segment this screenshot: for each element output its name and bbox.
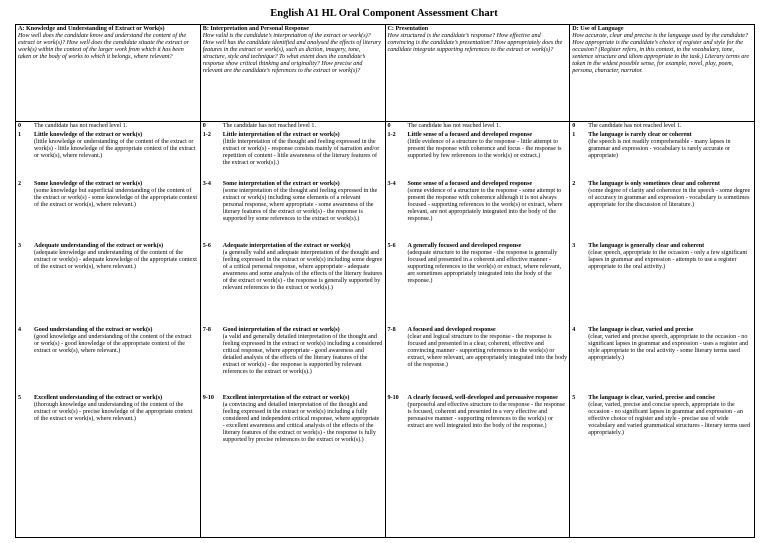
level-score: 0 [18, 123, 22, 129]
level-text: (purposeful and effective structure to the response - the response is focused, coherent and presented in a very effective and persuasive manner - supporting references to the work(s) or extract are well integrated into the body of the response.) [407, 402, 565, 429]
page-title: English A1 HL Oral Component Assessment Chart [270, 8, 498, 19]
levels-list [18, 123, 198, 487]
level-description [588, 327, 752, 395]
level-row [203, 132, 383, 181]
level-description [588, 132, 752, 181]
header-row [16, 25, 755, 122]
level-text: The candidate has not reached level 1. [407, 123, 501, 129]
level-description [34, 132, 198, 181]
level-row [18, 132, 198, 181]
level-score: 9-10 [202, 395, 214, 401]
level-heading: Adequate understanding of the extract or work(s) [34, 243, 164, 249]
level-score: 5-6 [202, 243, 211, 249]
level-text: (little interpretation of the thought and feeling expressed in the extract or work(s) - response consists mainly of narration and/or repetition of content - little awareness of the literary features of the extract or work(s).) [222, 139, 380, 166]
level-text: (some interpretation of the thought and feeling expressed in the extract or work(s) including some elements of a relevant personal response, where appropriate - some awareness of the literary features of the extract or work(s) - the response is supported by some references to the extract or work(s).) [222, 188, 378, 222]
level-description [34, 243, 198, 327]
level-description [223, 132, 383, 181]
level-row [18, 123, 198, 132]
level-description [223, 395, 383, 487]
level-row [388, 181, 568, 243]
criterion-c-header [385, 25, 570, 122]
level-score: 1-2 [387, 132, 396, 138]
level-description [408, 132, 568, 181]
level-text: The candidate has not reached level 1. [222, 123, 316, 129]
criterion-heading: D: Use of Language [572, 26, 624, 32]
level-text: (thorough knowledge and understanding of the content of the extract or work(s) - precise knowledge of the appropriate context of the extract or work(s), where relevant.) [34, 402, 193, 422]
level-text: (a generally valid and adequate interpretation of the thought and feeling expressed in the extract or work(s) including some degree of a critical personal response, where appropriate - adequate awareness and some analysis of the effects of the literary features of the extract or work(s) - the response is generally supported by relevant references to the extract or work(s).) [222, 250, 383, 291]
level-row [388, 395, 568, 487]
level-description [34, 123, 198, 132]
criterion-d-levels [570, 122, 755, 538]
level-description [588, 181, 752, 243]
levels-list [388, 123, 568, 487]
level-score: 1-2 [202, 132, 211, 138]
level-text: (adequate knowledge and understanding of the content of the extract or work(s) - adequate knowledge of the appropriate context of the extract or work(s), where relevant.) [34, 250, 197, 270]
level-description [223, 181, 383, 243]
level-description [408, 395, 568, 487]
criterion-a-levels [16, 122, 201, 538]
level-row [388, 243, 568, 327]
level-heading: Good interpretation of the extract or work(s) [222, 327, 340, 333]
level-text: (adequate structure to the response - the response is generally focused and presented in a coherent and effective manner - supporting references to the work(s) or extract, where relevant, are sometimes appropriately integrated into the body of the response.) [407, 250, 562, 284]
level-description [408, 181, 568, 243]
level-score: 0 [202, 123, 206, 129]
level-score: 2 [18, 181, 22, 187]
level-row [203, 327, 383, 395]
level-heading: Some knowledge of the extract or work(s) [34, 181, 143, 187]
level-row [18, 181, 198, 243]
level-heading: A generally focused and developed response [407, 243, 522, 249]
level-heading: A focused and developed response [407, 327, 496, 333]
level-description [34, 327, 198, 395]
level-score: 4 [18, 327, 22, 333]
level-text: (little knowledge or understanding of the content of the extract or work(s) - little knowledge of the appropriate context of the extract or work(s), where relevant.) [34, 139, 196, 159]
level-row [203, 243, 383, 327]
level-description [34, 181, 198, 243]
level-score: 3 [572, 243, 576, 249]
level-score: 3 [18, 243, 22, 249]
level-text: (a valid and generally detailed interpretation of the thought and feeling expressed in the extract or work(s) including a considered critical response, where appropriate - good awareness and detailed analysis of the effects of the literary features of the extract or work(s) - the response is supported by relevant references to the extract or work(s).) [222, 334, 383, 375]
level-row [388, 132, 568, 181]
level-score: 9-10 [387, 395, 399, 401]
level-description [408, 243, 568, 327]
criterion-questions: How structured is the candidate’s response? How effective and convincing is the candidate’s presentation? How appropriately does the candidate integrate supporting references to the extract or work(s)? [387, 33, 563, 53]
level-text: (some knowledge but superficial understanding of the content of the extract or work(s) - some knowledge of the appropriate context of the extract or work(s), where relevant.) [34, 188, 198, 208]
level-text: (clear, varied and precise speech, appropriate to the occasion - no significant lapses in grammar and expression - uses a register and style appropriate to the oral activity - some literary terms used appropriately.) [588, 334, 748, 361]
level-heading: A clearly focused, well-developed and persuasive response [407, 395, 558, 401]
criterion-d-header [570, 25, 755, 122]
level-score: 3-4 [202, 181, 211, 187]
level-row [572, 123, 752, 132]
criterion-a-header [16, 25, 201, 122]
level-score: 5-6 [387, 243, 396, 249]
level-text: (a convincing and detailed interpretation of the thought and feeling expressed in the extract or work(s) including a fully considered and independent critical response, where appropriate - excellent awareness and critical analysis of the effects of the literary features of the extract or work(s) - the response is fully supported by precise references to the extract or work(s).) [222, 402, 380, 443]
level-row [572, 327, 752, 395]
level-text: (clear and logical structure to the response - the response is focused and presented in a clear, coherent, effective and convincing manner - supporting references to the work(s) or extract, where relevant, are appropriately integrated into the body of the response.) [407, 334, 568, 368]
level-heading: The language is only sometimes clear and coherent [588, 181, 720, 187]
level-score: 0 [572, 123, 576, 129]
level-row [18, 243, 198, 327]
level-heading: The language is rarely clear or coherent [588, 132, 692, 138]
level-text: (clear, varied, precise and concise speech, appropriate to the occasion - no significant lapses in grammar and expression - an effective choice of register and style - precise use of wide vocabulary and varied grammatical structures - literary terms used appropriately.) [588, 402, 751, 436]
level-description [408, 327, 568, 395]
level-heading: The language is clear, varied and precise [588, 327, 694, 333]
level-row [203, 395, 383, 487]
level-heading: Little sense of a focused and developed response [407, 132, 533, 138]
level-row [572, 181, 752, 243]
level-score: 5 [18, 395, 22, 401]
criterion-questions: How well does the candidate know and understand the content of the extract or work(s)? How well does the candidate situate the extract or work(s) within the context of the larger work from which it has been taken or the body of works to which it belongs, where relevant? [18, 33, 190, 60]
level-row [572, 243, 752, 327]
levels-row [16, 122, 755, 538]
level-text: (good knowledge and understanding of the content of the extract or work(s) - good knowledge of the appropriate context of the extract or work(s), where relevant.) [34, 334, 192, 354]
level-text: (little evidence of a structure to the response - little attempt to present the response with coherence and focus - the response is supported by few references to the work(s) or extract.) [407, 139, 562, 159]
level-heading: Little knowledge of the extract or work(s) [34, 132, 143, 138]
level-description [223, 327, 383, 395]
level-score: 4 [572, 327, 576, 333]
level-text: (some degree of clarity and coherence in the speech - some degree of accuracy in grammar and expression - vocabulary is sometimes appropriate for the discussion of literature.) [588, 188, 751, 208]
level-row [572, 132, 752, 181]
criterion-heading: C: Presentation [387, 26, 429, 32]
level-description [588, 123, 752, 132]
criterion-heading: B: Interpretation and Personal Response [202, 26, 309, 32]
criterion-b-header [200, 25, 385, 122]
level-description [588, 243, 752, 327]
level-heading: The language is generally clear and coherent [588, 243, 705, 249]
level-heading: Some sense of a focused and developed response [407, 181, 533, 187]
level-text: The candidate has not reached level 1. [588, 123, 682, 129]
level-row [203, 181, 383, 243]
level-heading: Excellent interpretation of the extract or work(s) [222, 395, 350, 401]
level-row [18, 327, 198, 395]
level-row [18, 395, 198, 487]
level-score: 3-4 [387, 181, 396, 187]
level-text: The candidate has not reached level 1. [34, 123, 128, 129]
level-row [388, 327, 568, 395]
level-heading: Little interpretation of the extract or work(s) [222, 132, 340, 138]
criterion-heading: A: Knowledge and Understanding of Extract or Work(s) [18, 26, 165, 32]
level-score: 7-8 [387, 327, 396, 333]
level-score: 2 [572, 181, 576, 187]
levels-list [203, 123, 383, 487]
level-heading: Excellent understanding of the extract or work(s) [34, 395, 163, 401]
level-text: (clear speech, appropriate to the occasion - only a few significant lapses in grammar and expression - attempts to use a register appropriate to the oral activity.) [588, 250, 748, 270]
level-heading: Adequate interpretation of the extract or work(s) [222, 243, 351, 249]
criterion-b-levels [200, 122, 385, 538]
level-heading: Some interpretation of the extract or work(s) [222, 181, 340, 187]
assessment-table [15, 24, 755, 538]
level-row [203, 123, 383, 132]
level-score: 0 [387, 123, 391, 129]
level-score: 5 [572, 395, 576, 401]
level-description [223, 123, 383, 132]
levels-list [572, 123, 752, 487]
level-score: 7-8 [202, 327, 211, 333]
level-score: 1 [572, 132, 576, 138]
level-description [408, 123, 568, 132]
level-description [223, 243, 383, 327]
criterion-questions: How valid is the candidate’s interpretation of the extract or work(s)? How well has the candidate identified and analysed the effects of literary features in the extract or work(s), such as diction, imagery, tone, structure, style and technique? To what extent does the candidate’s response show critical thinking and originality? How precise and relevant are the candidate’s references to the extract or work(s)? [202, 33, 381, 74]
level-text: (some evidence of a structure to the response - some attempt to present the response with coherence although it is not always focused - supporting references to the work(s) or extract, where relevant, are not appropriately integrated into the body of the response.) [407, 188, 563, 222]
level-row [388, 123, 568, 132]
level-description [588, 395, 752, 487]
level-score: 1 [18, 132, 22, 138]
level-row [572, 395, 752, 487]
level-text: (the speech is not readily comprehensible - many lapses in grammar and expression - vocabulary is rarely accurate or appropriate) [588, 139, 731, 159]
level-heading: Good understanding of the extract or work(s) [34, 327, 153, 333]
level-description [34, 395, 198, 487]
level-heading: The language is clear, varied, precise and concise [588, 395, 716, 401]
criterion-questions: How accurate, clear and precise is the language used by the candidate? How appropriate is the candidate’s choice of register and style for the occasion? (Register refers, in this context, to the vocabulary, tone, sentence structure and idiom appropriate to the task.) Literary terms are taken in the widest possible sense, for example, novel, play, poem, persona, character, narrator. [572, 33, 750, 74]
criterion-c-levels [385, 122, 570, 538]
